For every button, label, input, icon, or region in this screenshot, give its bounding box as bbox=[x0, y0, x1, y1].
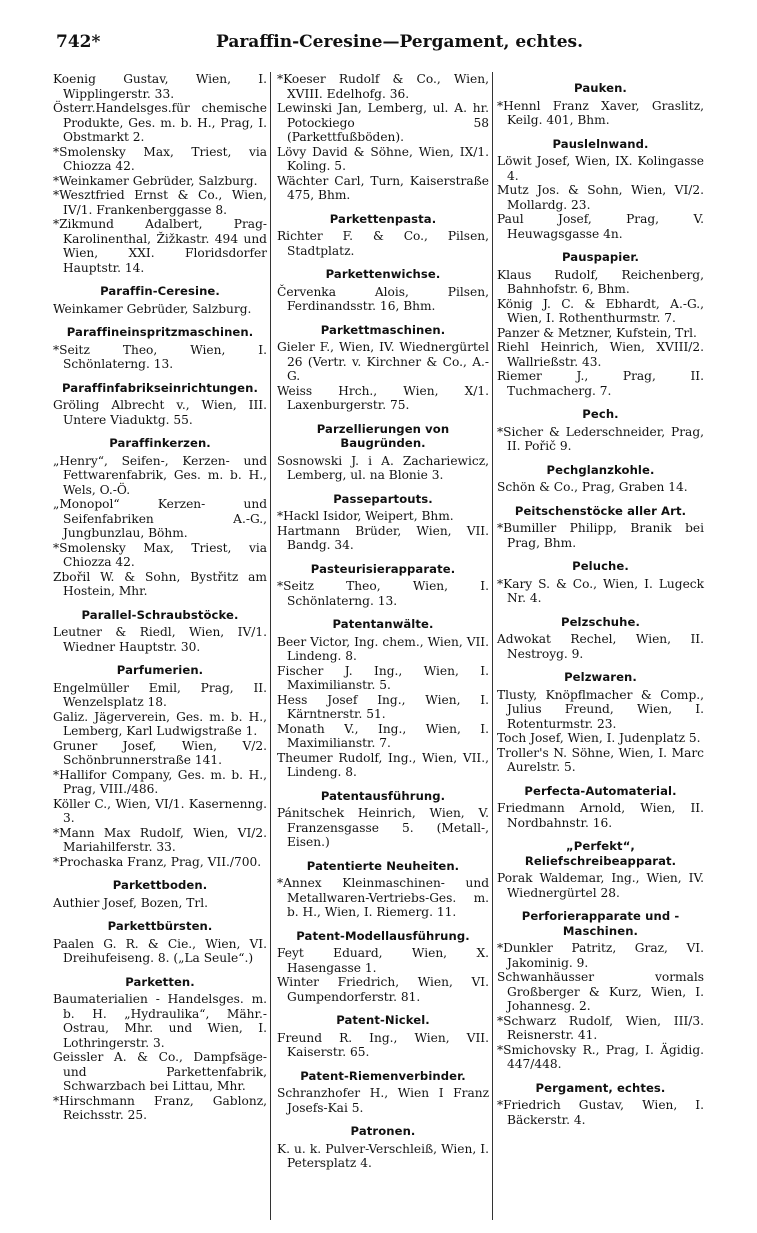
category-heading: „Perfekt“, Reliefschreibeapparat. bbox=[524, 839, 677, 868]
page-header bbox=[56, 32, 584, 56]
directory-entry: Porak Waldemar, Ing., Wien, IV. Wiednergürtel 28. bbox=[497, 871, 704, 900]
directory-entry: Geissler A. & Co., Dampfsäge- und Parkettenfabrik, Schwarzbach bei Littau, Mhr. bbox=[53, 1050, 267, 1093]
category-heading: Pelzwaren. bbox=[564, 670, 637, 684]
directory-entry: Beer Victor, Ing. chem., Wien, VII. Lindeng. 8. bbox=[277, 634, 489, 663]
directory-entry: *Seitz Theo, Wien, I. Schönlaterng. 13. bbox=[53, 342, 267, 371]
directory-entry: *Smolensky Max, Triest, via Chiozza 42. bbox=[53, 144, 267, 173]
directory-entry: *Dunkler Patritz, Graz, VI. Jakominig. 9. bbox=[497, 941, 704, 970]
directory-entry: *Hennl Franz Xaver, Graslitz, Keilg. 401, Bhm. bbox=[497, 98, 704, 127]
category-heading: Peitschenstöcke aller Art. bbox=[514, 503, 687, 518]
directory-entry: Löwit Josef, Wien, IX. Kolingasse 4. bbox=[497, 154, 704, 183]
category-heading: Parkettenpasta. bbox=[329, 211, 437, 226]
directory-entry: *Smichovsky R., Prag, I. Ägidig. 447/448. bbox=[497, 1042, 704, 1071]
category-heading: Pauslelnwand. bbox=[552, 136, 649, 151]
directory-entry: *Wesztfried Ernst & Co., Wien, IV/1. Frankenberggasse 8. bbox=[53, 188, 267, 217]
category-heading: Pauken. bbox=[574, 81, 627, 95]
directory-entry: Weinkamer Gebrüder, Salzburg. bbox=[53, 301, 252, 316]
directory-entry: Baumaterialien - Handelsges. m. b. H. „Hydraulika“, Mähr.-Ostrau, Mhr. und Wien, I. Lothringerstr. 3. bbox=[53, 992, 267, 1050]
directory-entry: Adwokat Rechel, Wien, II. Nestroyg. 9. bbox=[497, 632, 704, 661]
directory-entry: *Smolensky Max, Triest, via Chiozza 42. bbox=[53, 540, 267, 569]
category-heading: Patentausführung. bbox=[320, 788, 446, 803]
directory-entry: Monath V., Ing., Wien, I. Maximilianstr. 7. bbox=[277, 721, 489, 750]
directory-entry: Engelmüller Emil, Prag, II. Wenzelsplatz 18. bbox=[53, 680, 267, 709]
category-heading: Passepartouts. bbox=[333, 491, 433, 506]
directory-entry: Zbořil W. & Sohn, Bystřitz am Hostein, Mhr. bbox=[53, 569, 267, 598]
directory-entry: Sosnowski J. i A. Zachariewicz, Lemberg, ul. na Blonie 3. bbox=[277, 453, 489, 482]
category-heading: Patentierte Neuheiten. bbox=[306, 858, 460, 873]
directory-entry: Österr.Handelsges.für chemische Produkte, Ges. m. b. H., Prag, I. Obstmarkt 2. bbox=[53, 101, 267, 144]
category-heading: Perfecta-Automaterial. bbox=[524, 783, 677, 798]
category-heading: Paraffinkerzen. bbox=[109, 436, 211, 450]
directory-entry: Panzer & Metzner, Kufstein, Trl. bbox=[497, 325, 697, 340]
directory-entry: *Koeser Rudolf & Co., Wien, XVIII. Edelhofg. 36. bbox=[277, 72, 489, 101]
category-heading: Peluche. bbox=[572, 559, 629, 573]
directory-entry: Toch Josef, Wien, I. Judenplatz 5. bbox=[497, 731, 701, 745]
category-heading: Parkettboden. bbox=[112, 878, 208, 892]
directory-entry: „Henry“, Seifen-, Kerzen- und Fettwarenfabrik, Ges. m. b. H., Wels, O.-Ö. bbox=[53, 453, 267, 497]
directory-entry: Friedmann Arnold, Wien, II. Nordbahnstr. 16. bbox=[497, 801, 704, 830]
column-divider bbox=[492, 72, 493, 1220]
directory-entry: Hartmann Brüder, Wien, VII. Bandg. 34. bbox=[277, 523, 489, 552]
directory-entry: Weiss Hrch., Wien, X/1. Laxenburgerstr. 75. bbox=[277, 383, 489, 412]
directory-entry: Freund R. Ing., Wien, VII. Kaiserstr. 65. bbox=[277, 1030, 489, 1059]
directory-entry: Wächter Carl, Turn, Kaiserstraße 475, Bhm. bbox=[277, 173, 489, 202]
category-heading: Patent-Nickel. bbox=[336, 1013, 430, 1027]
directory-entry: Riehl Heinrich, Wien, XVIII/2. Wallrießstr. 43. bbox=[497, 340, 704, 369]
directory-entry: Pánitschek Heinrich, Wien, V. Franzensgasse 5. (Metall-, Eisen.) bbox=[277, 806, 489, 849]
category-heading: Pauspapier. bbox=[562, 250, 639, 264]
directory-entry: *Hirschmann Franz, Gablonz, Reichsstr. 25. bbox=[53, 1093, 267, 1122]
category-heading: Paraffineinspritzmaschinen. bbox=[66, 325, 254, 339]
directory-entry: Winter Friedrich, Wien, VI. Gumpendorferstr. 81. bbox=[277, 975, 489, 1004]
directory-entry: *Friedrich Gustav, Wien, I. Bäckerstr. 4. bbox=[497, 1098, 704, 1127]
directory-entry: Lewinski Jan, Lemberg, ul. A. hr. Potockiego 58 (Parkettfußböden). bbox=[277, 101, 489, 144]
directory-entry: Tlusty, Knöpflmacher & Comp., Julius Freund, Wien, I. Rotenturmstr. 23. bbox=[497, 687, 704, 731]
directory-entry: Gieler F., Wien, IV. Wiednergürtel 26 (Vertr. v. Kirchner & Co., A.-G. bbox=[277, 340, 489, 383]
directory-entry: Schön & Co., Prag, Graben 14. bbox=[497, 480, 688, 494]
directory-entry: Leutner & Riedl, Wien, IV/1. Wiedner Hauptstr. 30. bbox=[53, 625, 267, 654]
directory-entry: *Hallifor Company, Ges. m. b. H., Prag, VIII./486. bbox=[53, 767, 267, 796]
directory-entry: Köller C., Wien, VI/1. Kasernenng. 3. bbox=[53, 796, 267, 825]
directory-entry: *Zikmund Adalbert, Prag-Karolinenthal, Žižkastr. 494 und Wien, XXI. Floridsdorfer Hauptstr. 14. bbox=[53, 217, 267, 275]
directory-entry: Hess Josef Ing., Wien, I. Kärntnerstr. 51. bbox=[277, 692, 489, 721]
category-heading: Perforierapparate und -Maschinen. bbox=[521, 909, 680, 938]
category-heading: Pechglanzkohle. bbox=[546, 462, 655, 477]
category-heading: Patentanwälte. bbox=[332, 617, 434, 631]
directory-entry: Schwanhäusser vormals Großberger & Kurz, Wien, I. Johannesg. 2. bbox=[497, 970, 704, 1013]
directory-entry: Gröling Albrecht v., Wien, III. Untere Viaduktg. 55. bbox=[53, 398, 267, 427]
directory-entry: *Hackl Isidor, Weipert, Bhm. bbox=[277, 509, 454, 523]
directory-entry: Červenka Alois, Pilsen, Ferdinandsstr. 16, Bhm. bbox=[277, 284, 489, 313]
category-heading: Patent-Modellausführung. bbox=[296, 928, 470, 943]
category-heading: Parkettmaschinen. bbox=[320, 322, 446, 337]
directory-entry: Klaus Rudolf, Reichenberg, Bahnhofstr. 6, Bhm. bbox=[497, 267, 704, 296]
directory-entry: Fischer J. Ing., Wien, I. Maximilianstr. 5. bbox=[277, 663, 489, 692]
directory-column-2 bbox=[277, 72, 489, 1171]
directory-entry: Riemer J., Prag, II. Tuchmacherg. 7. bbox=[497, 369, 704, 398]
category-heading: Parallel-Schraubstöcke. bbox=[81, 607, 239, 622]
category-heading: Patronen. bbox=[350, 1124, 416, 1138]
directory-entry: Authier Josef, Bozen, Trl. bbox=[53, 895, 208, 910]
category-heading: Parzellierungen von Baugründen. bbox=[316, 421, 450, 450]
directory-entry: Schranzhofer H., Wien I Franz Josefs-Kai 5. bbox=[277, 1086, 489, 1115]
directory-entry: Paul Josef, Prag, V. Heuwagsgasse 4n. bbox=[497, 212, 704, 241]
directory-entry: *Prochaska Franz, Prag, VII./700. bbox=[53, 854, 262, 869]
directory-entry: Galiz. Jägerverein, Ges. m. b. H., Lemberg, Karl Ludwigstraße 1. bbox=[53, 709, 267, 738]
column-divider bbox=[270, 72, 271, 1220]
category-heading: Patent-Riemenverbinder. bbox=[300, 1068, 466, 1083]
directory-entry: König J. C. & Ebhardt, A.-G., Wien, I. Rothenthurmstr. 7. bbox=[497, 296, 704, 325]
category-heading: Paraffinfabrikseinrichtungen. bbox=[61, 380, 258, 395]
directory-entry: Feyt Eduard, Wien, X. Hasengasse 1. bbox=[277, 946, 489, 975]
directory-column-1 bbox=[53, 72, 267, 1123]
category-heading: Parkettenwichse. bbox=[325, 267, 441, 281]
directory-entry: Paalen G. R. & Cie., Wien, VI. Dreihufeiseng. 8. („La Seule“.) bbox=[53, 936, 267, 965]
directory-entry: Gruner Josef, Wien, V/2. Schönbrunnerstraße 141. bbox=[53, 738, 267, 767]
directory-entry: *Mann Max Rudolf, Wien, VI/2. Mariahilferstr. 33. bbox=[53, 825, 267, 854]
directory-entry: *Weinkamer Gebrüder, Salzburg. bbox=[53, 173, 258, 188]
page-number: 742* bbox=[56, 32, 101, 52]
directory-entry: Lövy David & Söhne, Wien, IX/1. Koling. 5. bbox=[277, 144, 489, 173]
category-heading: Pergament, echtes. bbox=[535, 1080, 666, 1095]
directory-entry: *Sicher & Lederschneider, Prag, II. Pořič 9. bbox=[497, 424, 704, 453]
directory-entry: *Bumiller Philipp, Branik bei Prag, Bhm. bbox=[497, 521, 704, 550]
directory-column-3 bbox=[497, 72, 704, 1127]
directory-entry: Koenig Gustav, Wien, I. Wipplingerstr. 33. bbox=[53, 72, 267, 101]
directory-entry: Richter F. & Co., Pilsen, Stadtplatz. bbox=[277, 229, 489, 258]
directory-entry: *Annex Kleinmaschinen- und Metallwaren-Vertriebs-Ges. m. b. H., Wien, I. Riemerg. 11. bbox=[277, 876, 489, 919]
category-heading: Pech. bbox=[582, 407, 619, 421]
running-title: Paraffin-Ceresine—Pergament, echtes. bbox=[216, 32, 584, 52]
directory-entry: *Schwarz Rudolf, Wien, III/3. Reisnerstr. 41. bbox=[497, 1013, 704, 1042]
category-heading: Parkettbürsten. bbox=[107, 919, 213, 933]
directory-entry: K. u. k. Pulver-Verschleiß, Wien, I. Petersplatz 4. bbox=[277, 1141, 489, 1170]
directory-entry: Troller's N. Söhne, Wien, I. Marc Aurelstr. 5. bbox=[497, 745, 704, 774]
category-heading: Pasteurisierapparate. bbox=[310, 561, 456, 576]
directory-entry: *Seitz Theo, Wien, I. Schönlaterng. 13. bbox=[277, 579, 489, 608]
directory-entry: Mutz Jos. & Sohn, Wien, VI/2. Mollardg. 23. bbox=[497, 183, 704, 212]
category-heading: Paraffin-Ceresine. bbox=[100, 284, 220, 298]
category-heading: Parketten. bbox=[125, 974, 195, 989]
directory-entry: „Monopol“ Kerzen- und Seifenfabriken A.-G., Jungbunzlau, Böhm. bbox=[53, 497, 267, 540]
category-heading: Parfumerien. bbox=[116, 663, 204, 677]
directory-entry: Theumer Rudolf, Ing., Wien, VII., Lindeng. 8. bbox=[277, 750, 489, 779]
directory-entry: *Kary S. & Co., Wien, I. Lugeck Nr. 4. bbox=[497, 576, 704, 605]
category-heading: Pelzschuhe. bbox=[561, 614, 640, 629]
